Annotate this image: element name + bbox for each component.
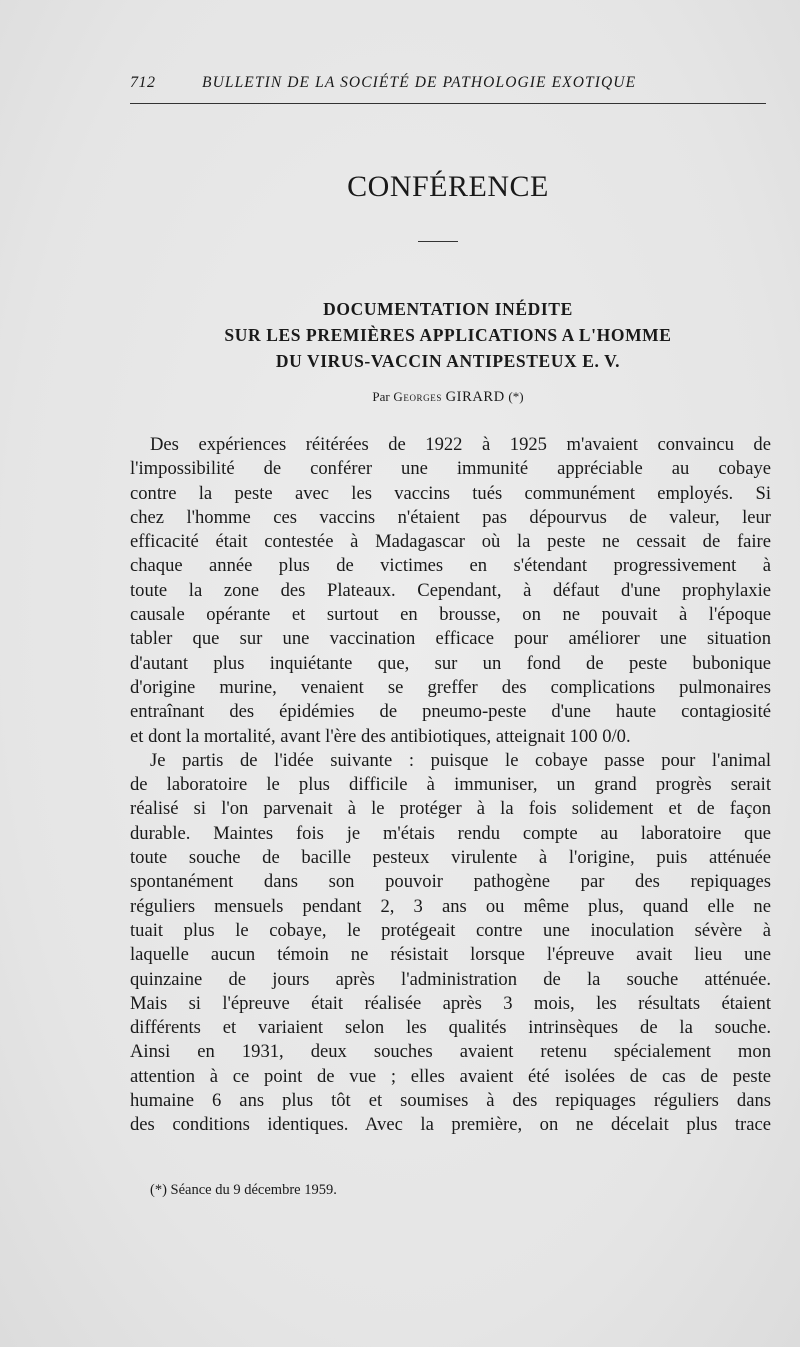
footnote-text: Séance du 9 décembre 1959. [170,1182,337,1198]
body-line: d'origine murine, venaient se greffer des complications pulmonaires [130,676,771,698]
body-line: toute la zone des Plateaux. Cependant, à défaut d'une prophylaxie [130,579,771,601]
article-title [130,296,766,374]
body-line: Mais si l'épreuve était réalisée après 3 mois, les résultats étaient [130,992,771,1014]
body-line: d'autant plus inquiétante que, sur un fond de peste bubonique [130,652,771,674]
page-number: 712 [130,74,156,91]
running-head: BULLETIN DE LA SOCIÉTÉ DE PATHOLOGIE EXOTIQUE [202,74,637,91]
body-line: toute souche de bacille pesteux virulente à l'origine, puis atténuée [130,847,771,869]
body-line: réalisé si l'on parvenait à le protéger à la fois solidement et de façon [130,798,771,820]
body-line: Je partis de l'idée suivante : puisque le cobaye passe pour l'animal [150,749,771,771]
body-line: tabler que sur une vaccination efficace pour améliorer une situation [130,628,771,650]
byline [130,389,766,406]
body-line: entraînant des épidémies de pneumo-peste d'une haute contagiosité [130,701,771,723]
body-line: différents et variaient selon les qualités intrinsèques de la souche. [130,1017,771,1039]
section-title: CONFÉRENCE [347,170,549,203]
body-line: tuait plus le cobaye, le protégeait contre une inoculation sévère à [130,919,771,941]
article-title-line: SUR LES PREMIÈRES APPLICATIONS A L'HOMME [224,325,672,345]
footnote-marker: (*) [150,1182,167,1198]
body-line: Des expériences réitérées de 1922 à 1925 m'avaient convaincu de [150,434,771,455]
body-line: chaque année plus de victimes en s'étendant progressivement à [130,555,771,577]
body-line: Ainsi en 1931, deux souches avaient retenu spécialement mon [130,1041,771,1063]
article-title-line: DOCUMENTATION INÉDITE [323,299,573,319]
header-divider [130,103,766,104]
body-line: réguliers mensuels pendant 2, 3 ans ou même plus, quand elle ne [130,895,771,917]
body-line: et dont la mortalité, avant l'ère des antibiotiques, atteignait 100 0/0. [130,725,631,747]
body-line: efficacité était contestée à Madagascar où la peste ne cessait de faire [130,531,771,553]
footnote [150,1182,337,1199]
body-line: des conditions identiques. Avec la première, on ne décelait plus trace [130,1114,771,1136]
body-line: causale opérante et surtout en brousse, on ne pouvait à l'époque [130,604,771,626]
body-line: laquelle aucun témoin ne résistait lorsque l'épreuve avait lieu une [130,944,771,966]
body-line: quinzaine de jours après l'administration de la souche atténuée. [130,968,771,990]
footnote-reference: (*) [508,389,524,404]
author-last-name: GIRARD [445,389,505,405]
body-line: contre la peste avec les vaccins tués communément employés. Si [130,482,771,504]
body-line: humaine 6 ans plus tôt et soumises à des repiquages réguliers dans [130,1090,771,1112]
author-first-name: Georges [393,389,442,404]
body-line: durable. Maintes fois je m'étais rendu compte au laboratoire que [130,822,771,844]
body-line: de laboratoire le plus difficile à immuniser, un grand progrès serait [130,774,771,796]
body-line: spontanément dans son pouvoir pathogène par des repiquages [130,871,771,893]
page-header [130,74,766,96]
title-divider [418,241,458,242]
body-text [130,433,771,1138]
body-line: attention à ce point de vue ; elles avaient été isolées de cas de peste [130,1065,771,1087]
body-line: chez l'homme ces vaccins n'étaient pas dépourvus de valeur, leur [130,506,771,528]
body-line: l'impossibilité de conférer une immunité appréciable au cobaye [130,458,771,480]
article-title-line: DU VIRUS-VACCIN ANTIPESTEUX E. V. [275,351,621,371]
byline-par: Par [372,389,390,404]
